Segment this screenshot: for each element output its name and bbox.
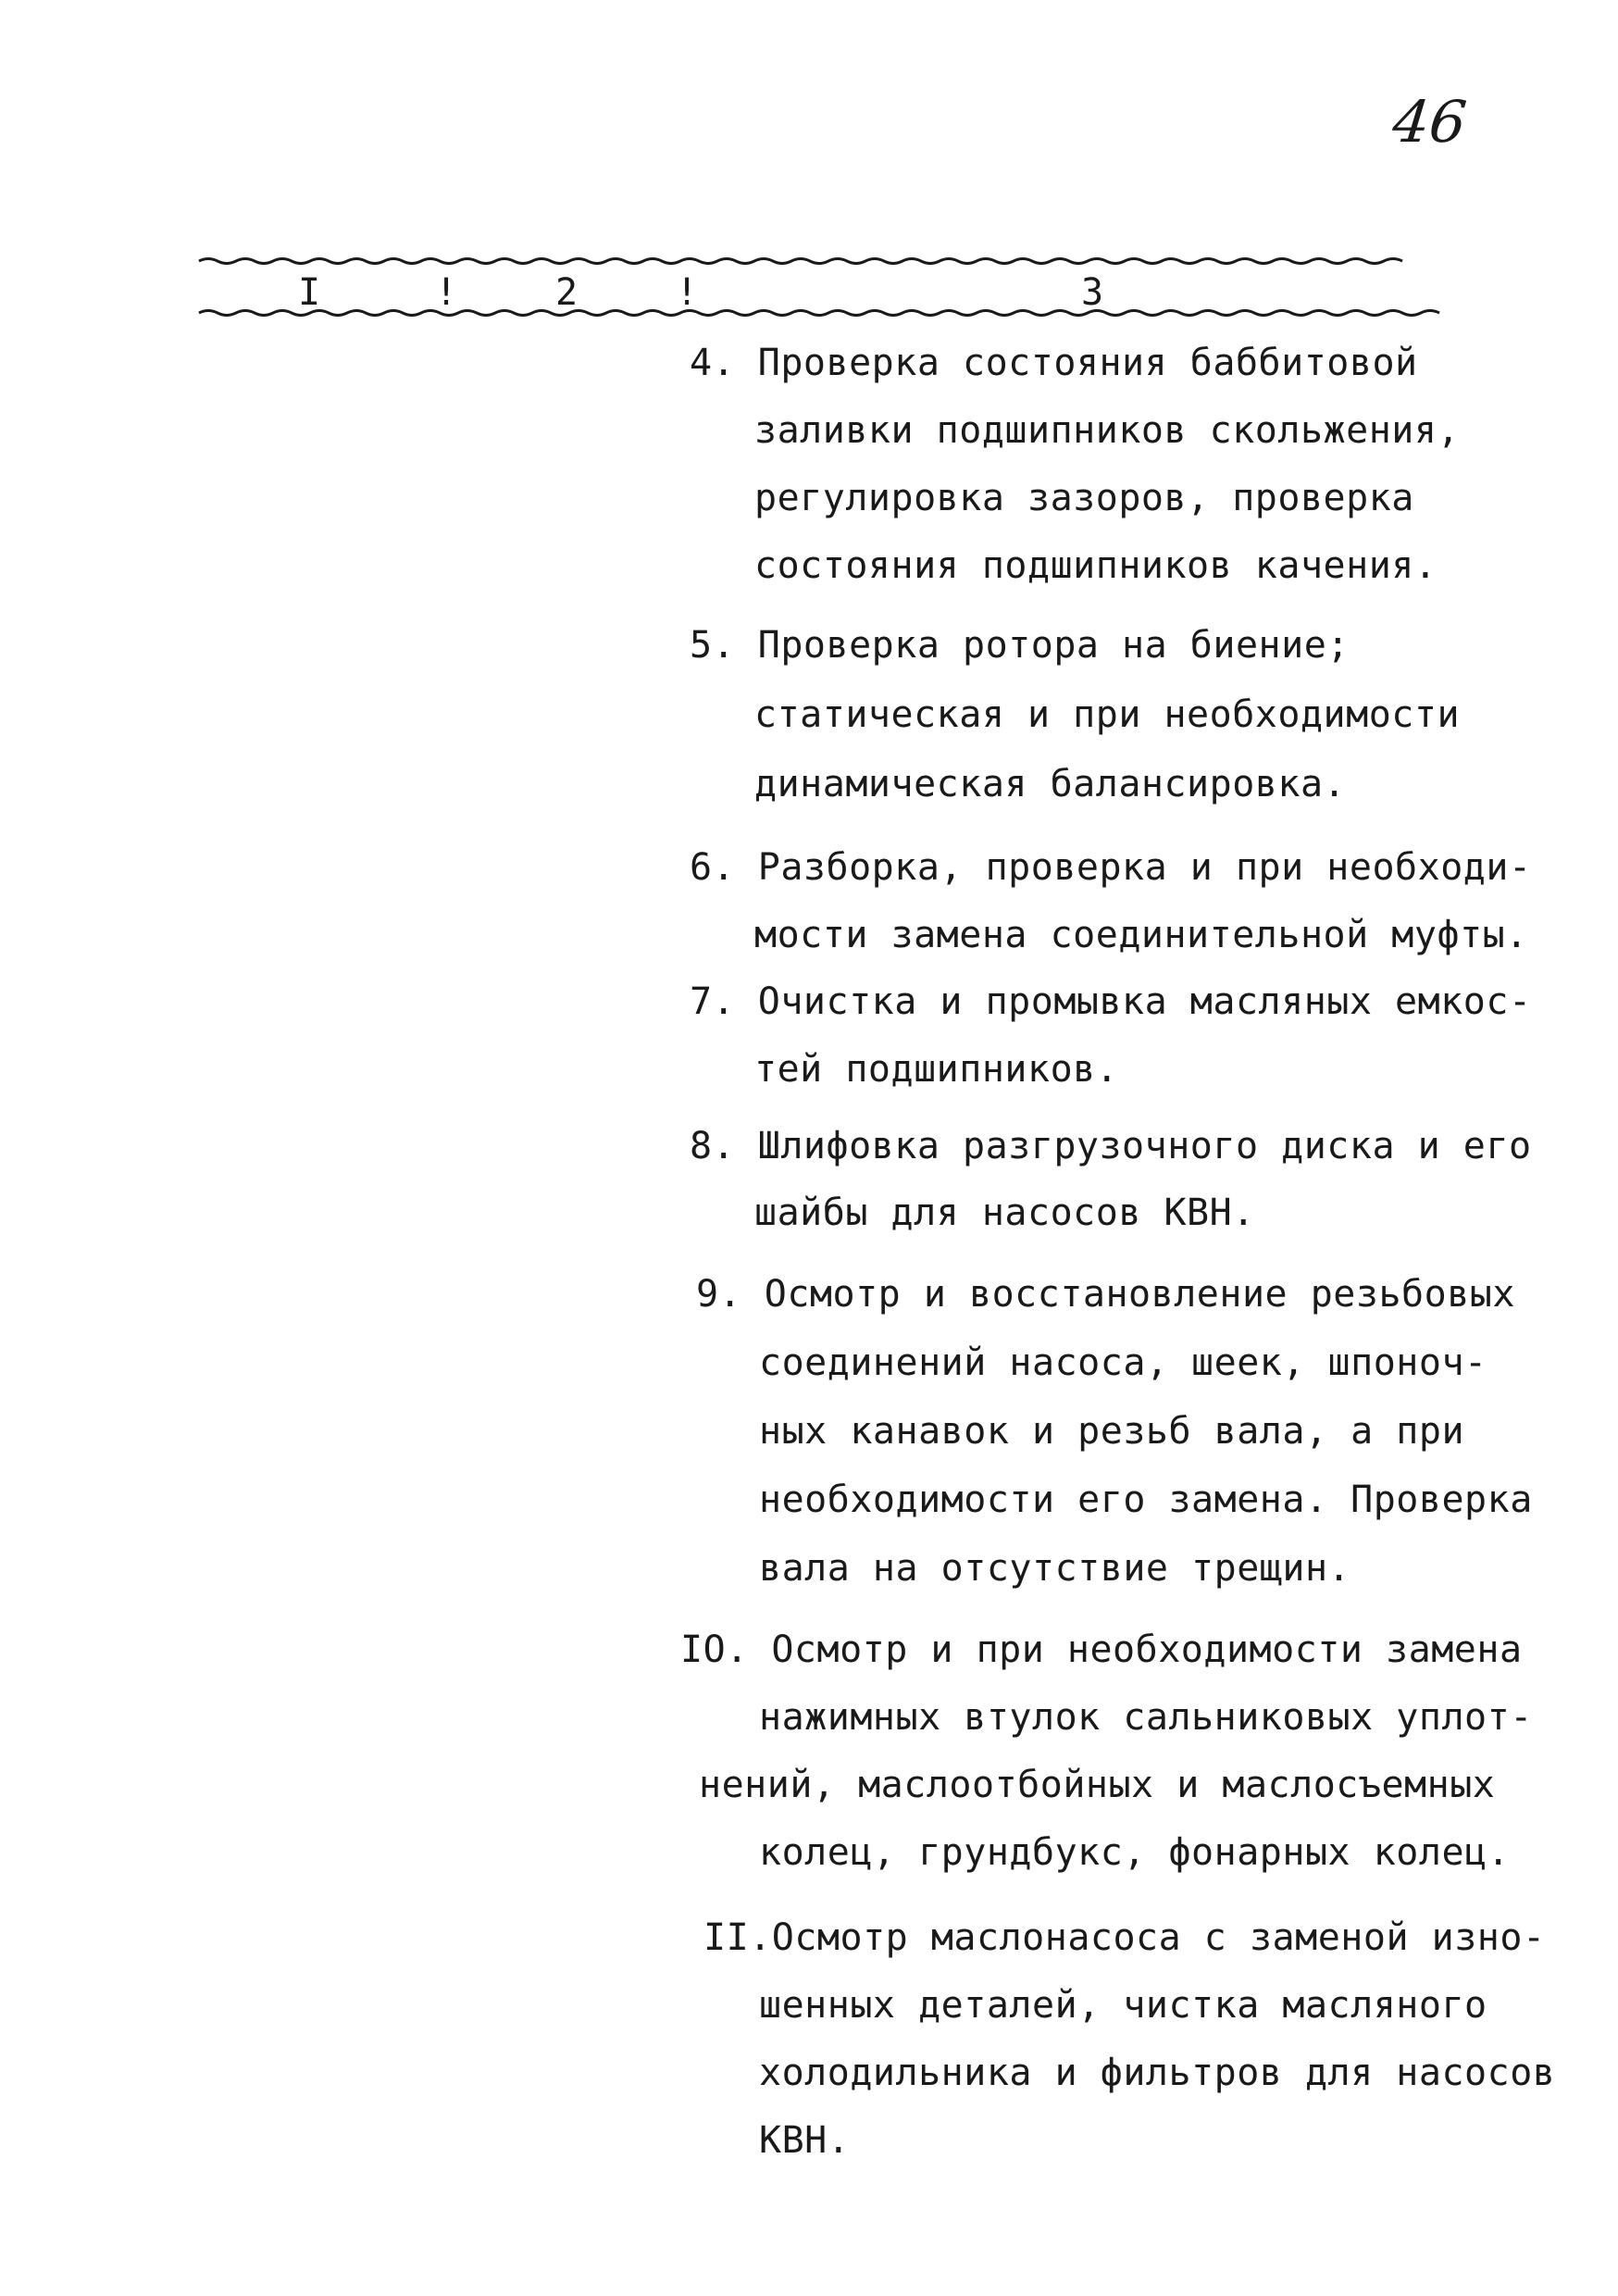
item-11-line-2: шенных деталей, чистка масляного bbox=[759, 1984, 1487, 2027]
item-8-line-1: 8. Шлифовка разгрузочного диска и его bbox=[690, 1125, 1532, 1167]
item-7-line-2: тей подшипников. bbox=[754, 1048, 1119, 1091]
item-10-line-3: нений, маслоотбойных и маслосъемных bbox=[699, 1764, 1496, 1806]
item-8-line-2: шайбы для насосов КВН. bbox=[754, 1192, 1255, 1234]
bottom-wavy-rule bbox=[199, 311, 1439, 316]
item-9-line-2: соединений насоса, шеек, шпоноч- bbox=[759, 1341, 1487, 1384]
item-4-line-3: регулировка зазоров, проверка bbox=[754, 477, 1414, 519]
item-5-line-1: 5. Проверка ротора на биение; bbox=[690, 624, 1350, 667]
top-wavy-rule bbox=[199, 259, 1402, 264]
item-11-line-4: КВН. bbox=[759, 2119, 851, 2162]
column-separator-1: ! bbox=[435, 271, 458, 314]
item-9-line-1: 9. Осмотр и восстановление резьбовых bbox=[696, 1273, 1515, 1316]
item-9-line-4: необходимости его замена. Проверка bbox=[759, 1479, 1533, 1521]
item-9-line-3: ных канавок и резьб вала, а при bbox=[759, 1410, 1465, 1453]
item-10-line-4: колец, грундбукс, фонарных колец. bbox=[759, 1831, 1511, 1874]
item-4-line-2: заливки подшипников скольжения, bbox=[754, 409, 1461, 452]
item-11-line-1: II.Осмотр маслонасоса с заменой изно- bbox=[703, 1916, 1546, 1959]
item-4-line-4: состояния подшипников качения. bbox=[754, 544, 1438, 587]
item-5-line-3: динамическая балансировка. bbox=[754, 763, 1347, 805]
item-10-line-1: IO. Осмотр и при необходимости замена bbox=[680, 1628, 1523, 1671]
column-1-header: I bbox=[298, 271, 321, 314]
item-6-line-1: 6. Разборка, проверка и при необходи- bbox=[690, 846, 1532, 889]
item-10-line-2: нажимных втулок сальниковых уплот- bbox=[759, 1696, 1533, 1739]
column-3-header: 3 bbox=[1081, 271, 1104, 314]
item-4-line-1: 4. Проверка состояния баббитовой bbox=[690, 342, 1418, 384]
item-6-line-2: мости замена соединительной муфты. bbox=[754, 914, 1528, 956]
item-7-line-1: 7. Очистка и промывка масляных емкос- bbox=[690, 980, 1532, 1023]
table-header-rules bbox=[0, 0, 1618, 333]
item-5-line-2: статическая и при необходимости bbox=[754, 693, 1461, 736]
column-separator-2: ! bbox=[676, 271, 699, 314]
column-2-header: 2 bbox=[555, 271, 579, 314]
item-11-line-3: холодильника и фильтров для насосов bbox=[759, 2052, 1556, 2094]
item-9-line-5: вала на отсутствие трещин. bbox=[759, 1547, 1351, 1590]
page-number: 46 bbox=[1389, 88, 1470, 156]
